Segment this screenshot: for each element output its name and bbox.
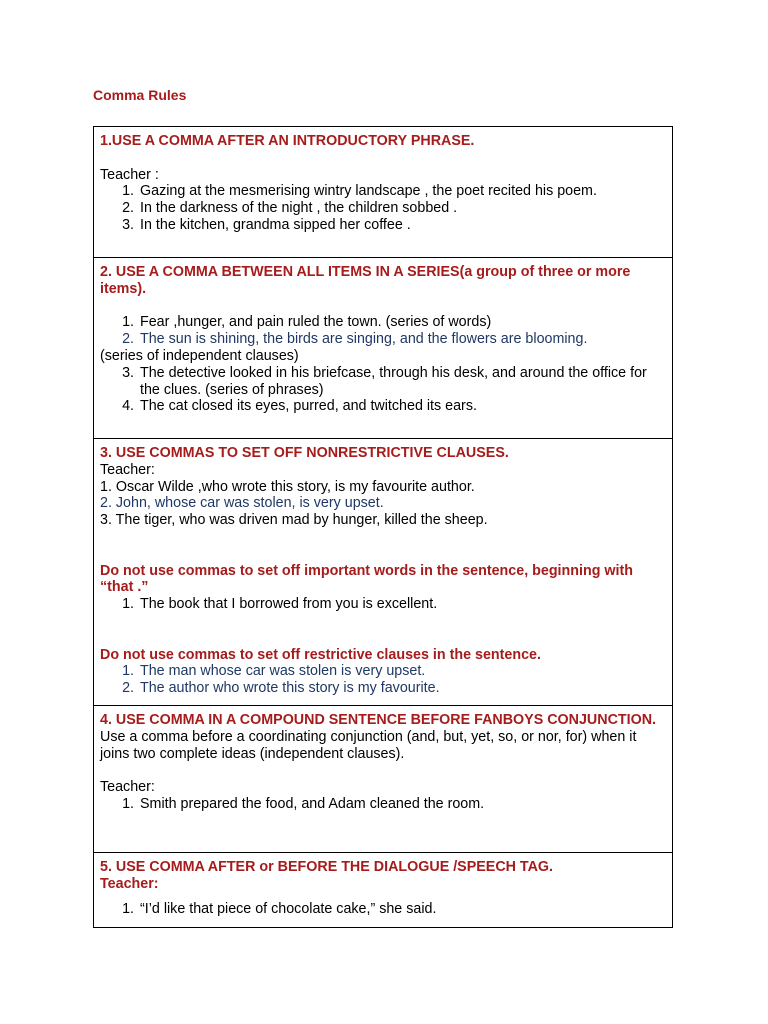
list-item: 3. In the kitchen, grandma sipped her coffee . (122, 216, 411, 233)
list-item-note: (series of independent clauses) (100, 347, 299, 364)
section-heading: 2. USE A COMMA BETWEEN ALL ITEMS IN A SERIES(a group of three or more items). (100, 264, 631, 297)
teacher-label: Teacher : (100, 166, 159, 183)
list-item: 1. The man whose car was stolen is very upset. (122, 663, 426, 680)
list-item: 2. The author who wrote this story is my favourite. (122, 680, 440, 697)
section-description: Use a comma before a coordinating conjunction (and, but, yet, so, or nor, for) when it joins two complete ideas (independent clauses). (100, 728, 637, 762)
list-item: 4. The cat closed its eyes, purred, and twitched its ears. (122, 398, 477, 415)
section-heading: 1.USE A COMMA AFTER AN INTRODUCTORY PHRASE. (100, 133, 475, 149)
rule-section-2 (94, 258, 673, 439)
rule-section-4 (94, 706, 673, 853)
list-item: 2. In the darkness of the night , the children sobbed . (122, 200, 458, 217)
teacher-label: Teacher: (100, 461, 155, 478)
comma-rules-table (93, 126, 673, 928)
rule-section-5 (94, 853, 673, 928)
list-item: 1. Gazing at the mesmerising wintry landscape , the poet recited his poem. (122, 183, 597, 200)
section-heading: 3. USE COMMAS TO SET OFF NONRESTRICTIVE CLAUSES. (100, 445, 509, 461)
rule-section-1 (94, 127, 673, 258)
list-item: 3. The detective looked in his briefcase, through his desk, and around the office for the clues. (series of phrases) (122, 364, 647, 398)
list-item: 1. Fear ,hunger, and pain ruled the town. (series of words) (122, 314, 492, 331)
example-line: 1. Oscar Wilde ,who wrote this story, is my favourite author. (100, 478, 475, 495)
list-item: 2. The sun is shining, the birds are singing, and the flowers are blooming. (122, 331, 588, 348)
example-line: 2. John, whose car was stolen, is very upset. (100, 495, 384, 512)
teacher-label: Teacher: (100, 875, 159, 892)
document-title: Comma Rules (93, 87, 187, 103)
rule-section-3 (94, 439, 673, 706)
teacher-label: Teacher: (100, 779, 155, 796)
sub-heading: Do not use commas to set off restrictive clauses in the sentence. (100, 646, 541, 663)
list-item: 1. The book that I borrowed from you is excellent. (122, 596, 438, 613)
list-item: 1. Smith prepared the food, and Adam cleaned the room. (122, 795, 485, 812)
section-heading: 4. USE COMMA IN A COMPOUND SENTENCE BEFORE FANBOYS CONJUNCTION. (100, 712, 657, 728)
list-item: 1. “I’d like that piece of chocolate cake,” she said. (122, 900, 437, 917)
example-line: 3. The tiger, who was driven mad by hunger, killed the sheep. (100, 512, 488, 529)
sub-heading: Do not use commas to set off important words in the sentence, beginning with “that .” (100, 562, 633, 596)
section-heading: 5. USE COMMA AFTER or BEFORE THE DIALOGUE /SPEECH TAG. (100, 859, 554, 875)
